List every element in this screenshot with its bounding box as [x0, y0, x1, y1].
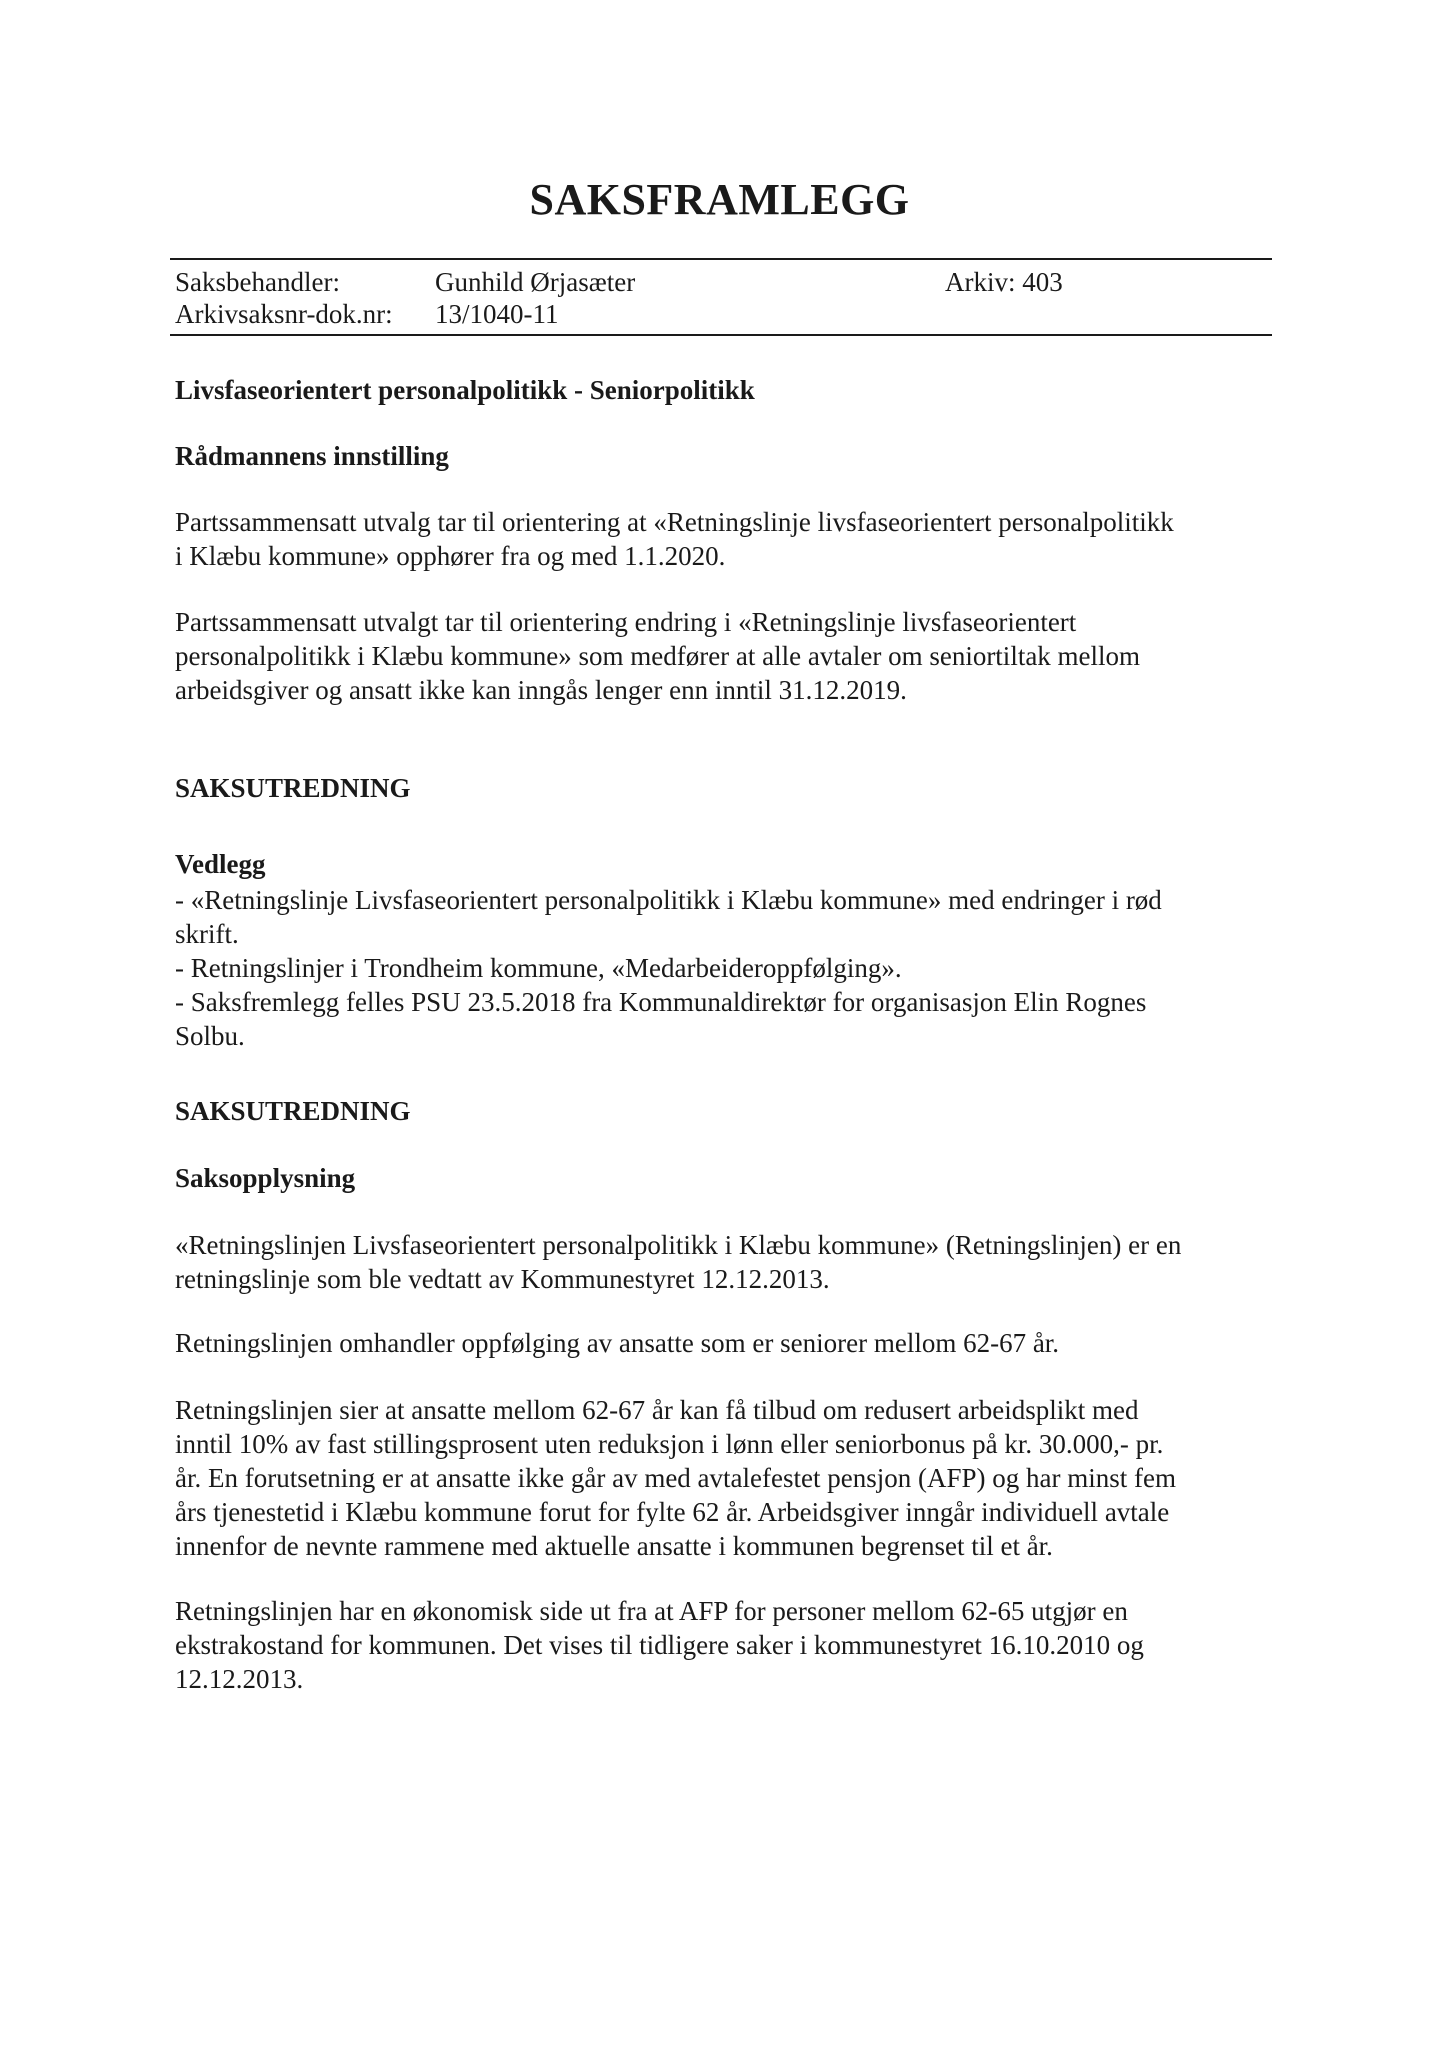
- paragraph-line: inntil 10% av fast stillingsprosent uten reduksjon i lønn eller seniorbonus på kr. 30.000,- pr.: [175, 1429, 1164, 1459]
- saksutredning-heading-1: SAKSUTREDNING: [175, 773, 411, 803]
- saksopplysning-paragraph-4: [175, 1594, 1275, 1696]
- vedlegg-line: Solbu.: [175, 1021, 245, 1051]
- paragraph-line: 12.12.2013.: [175, 1664, 304, 1694]
- vedlegg-line: skrift.: [175, 919, 239, 949]
- paragraph-line: år. En forutsetning er at ansatte ikke går av med avtalefestet pensjon (AFP) og har minst fem: [175, 1463, 1176, 1493]
- saksopplysning-paragraph-3: [175, 1393, 1275, 1563]
- vedlegg-list: [175, 883, 1275, 1053]
- subject-heading: Livsfaseorientert personalpolitikk - Seniorpolitikk: [175, 375, 755, 405]
- vedlegg-line: - Saksfremlegg felles PSU 23.5.2018 fra Kommunaldirektør for organisasjon Elin Rognes: [175, 987, 1147, 1017]
- arkiv-value: Arkiv: 403: [945, 267, 1063, 297]
- metadata-row-saksbehandler: [175, 266, 1272, 298]
- metadata-box: [170, 258, 1272, 336]
- paragraph-line: Retningslinjen omhandler oppfølging av ansatte som er seniorer mellom 62-67 år.: [175, 1328, 1060, 1358]
- paragraph-line: Retningslinjen har en økonomisk side ut fra at AFP for personer mellom 62-65 utgjør en: [175, 1596, 1128, 1626]
- arkivsaksnr-value: 13/1040-11: [435, 299, 559, 329]
- saksopplysning-paragraph-1: [175, 1228, 1275, 1296]
- vedlegg-line: - «Retningslinje Livsfaseorientert personalpolitikk i Klæbu kommune» med endringer i rød: [175, 885, 1162, 915]
- paragraph-line: års tjenestetid i Klæbu kommune forut for fylte 62 år. Arbeidsgiver inngår individuell avtale: [175, 1497, 1170, 1527]
- paragraph-line: Retningslinjen sier at ansatte mellom 62-67 år kan få tilbud om redusert arbeidsplikt med: [175, 1395, 1139, 1425]
- arkivsaksnr-label: Arkivsaksnr-dok.nr:: [175, 299, 393, 329]
- metadata-row-arkivsaksnr: [175, 298, 1272, 330]
- paragraph-line: innenfor de nevnte rammene med aktuelle ansatte i kommunen begrenset til et år.: [175, 1531, 1053, 1561]
- vedlegg-line: - Retningslinjer i Trondheim kommune, «Medarbeideroppfølging».: [175, 953, 902, 983]
- paragraph-line: i Klæbu kommune» opphører fra og med 1.1.2020.: [175, 541, 726, 571]
- paragraph-line: retningslinje som ble vedtatt av Kommunestyret 12.12.2013.: [175, 1264, 830, 1294]
- saksbehandler-value: Gunhild Ørjasæter: [435, 267, 636, 297]
- innstilling-heading: Rådmannens innstilling: [175, 441, 449, 471]
- paragraph-line: personalpolitikk i Klæbu kommune» som medfører at alle avtaler om seniortiltak mellom: [175, 641, 1141, 671]
- saksutredning-heading-2: SAKSUTREDNING: [175, 1096, 411, 1126]
- document-title: SAKSFRAMLEGG: [529, 175, 910, 224]
- vedlegg-heading: Vedlegg: [175, 849, 266, 879]
- saksopplysning-heading: Saksopplysning: [175, 1163, 356, 1193]
- saksbehandler-label: Saksbehandler:: [175, 267, 340, 297]
- paragraph-line: «Retningslinjen Livsfaseorientert personalpolitikk i Klæbu kommune» (Retningslinjen) er en: [175, 1230, 1182, 1260]
- innstilling-paragraph-2: [175, 605, 1275, 707]
- paragraph-line: Partssammensatt utvalg tar til orientering at «Retningslinje livsfaseorientert personalpolitikk: [175, 507, 1174, 537]
- paragraph-line: ekstrakostand for kommunen. Det vises til tidligere saker i kommunestyret 16.10.2010 og: [175, 1630, 1144, 1660]
- paragraph-line: Partssammensatt utvalgt tar til orientering endring i «Retningslinje livsfaseorientert: [175, 607, 1077, 637]
- paragraph-line: arbeidsgiver og ansatt ikke kan inngås lenger enn inntil 31.12.2019.: [175, 675, 907, 705]
- innstilling-paragraph-1: [175, 505, 1275, 573]
- saksopplysning-paragraph-2: [175, 1326, 1275, 1360]
